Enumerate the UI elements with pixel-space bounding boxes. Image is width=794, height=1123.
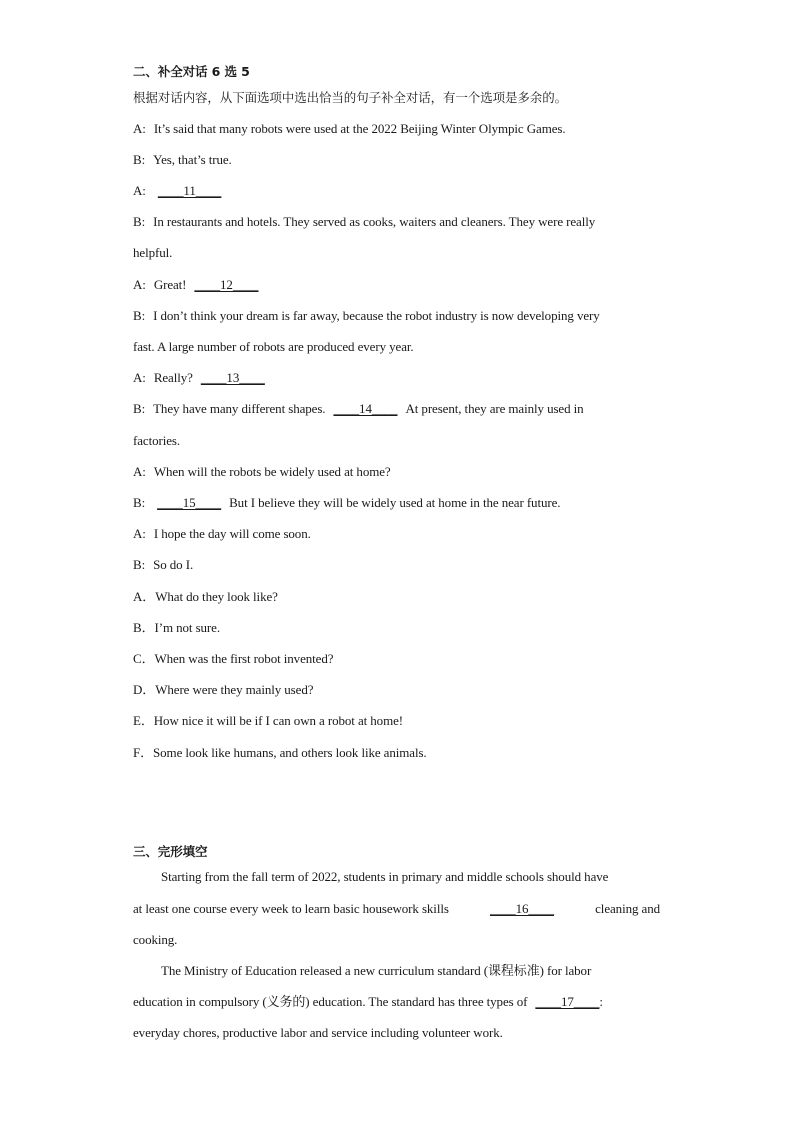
option-e bbox=[133, 713, 403, 729]
answer-blank-14[interactable]: ____14____ bbox=[333, 401, 398, 416]
option-text: Some look like humans, and others look like animals. bbox=[153, 745, 427, 760]
answer-blank-15[interactable]: ____15____ bbox=[157, 495, 222, 510]
speaker-label: B: bbox=[133, 214, 146, 229]
passage-line: Starting from the fall term of 2022, students in primary and middle schools should have bbox=[161, 869, 609, 884]
dialogue-line bbox=[133, 557, 193, 573]
dialogue-text: So do I. bbox=[153, 557, 194, 572]
dialogue-line bbox=[133, 495, 560, 511]
option-text: When was the first robot invented? bbox=[154, 651, 334, 666]
dialogue-text: But I believe they will be widely used at home in the near future. bbox=[229, 495, 561, 510]
dialogue-line bbox=[133, 370, 265, 386]
option-letter: C． bbox=[133, 651, 155, 666]
dialogue-continuation: helpful. bbox=[133, 245, 173, 260]
passage-line: The Ministry of Education released a new curriculum standard (课程标准) for labor bbox=[161, 963, 592, 978]
dialogue-continuation: factories. bbox=[133, 433, 181, 448]
passage-text: at least one course every week to learn basic housework skills bbox=[133, 901, 449, 916]
speaker-label: B: bbox=[133, 308, 146, 323]
dialogue-line bbox=[133, 152, 232, 168]
option-letter: A． bbox=[133, 589, 156, 604]
dialogue-line bbox=[133, 183, 221, 199]
speaker-label: B: bbox=[133, 557, 146, 572]
passage-line: cooking. bbox=[133, 932, 178, 947]
passage-text: cleaning and bbox=[595, 901, 660, 916]
dialogue-text: At present, they are mainly used in bbox=[405, 401, 584, 416]
dialogue-text: Really? bbox=[153, 370, 193, 385]
dialogue-line bbox=[133, 214, 595, 230]
speaker-label: B: bbox=[133, 495, 146, 510]
dialogue-line bbox=[133, 277, 258, 293]
dialogue-line bbox=[133, 121, 566, 137]
speaker-label: A: bbox=[133, 370, 146, 385]
dialogue-line bbox=[133, 308, 600, 324]
speaker-label: B: bbox=[133, 401, 146, 416]
option-text: What do they look like? bbox=[155, 589, 278, 604]
answer-blank-11[interactable]: ____11____ bbox=[157, 183, 222, 198]
dialogue-text: They have many different shapes. bbox=[153, 401, 326, 416]
speaker-label: A: bbox=[133, 183, 146, 198]
dialogue-text: In restaurants and hotels. They served as cooks, waiters and cleaners. They were really bbox=[153, 214, 596, 229]
speaker-label: A: bbox=[133, 277, 146, 292]
section2-instruction: 根据对话内容，从下面选项中选出恰当的句子补全对话，有一个选项是多余的。 bbox=[133, 90, 568, 105]
speaker-label: A: bbox=[133, 526, 146, 541]
option-letter: B． bbox=[133, 620, 155, 635]
dialogue-text: It’s said that many robots were used at the 2022 Beijing Winter Olympic Games. bbox=[153, 121, 566, 136]
speaker-label: A: bbox=[133, 121, 146, 136]
section2-heading: 二、补全对话 6 选 5 bbox=[133, 64, 250, 79]
option-d bbox=[133, 682, 313, 698]
dialogue-line bbox=[133, 464, 391, 480]
dialogue-continuation: fast. A large number of robots are produced every year. bbox=[133, 339, 414, 354]
option-a bbox=[133, 589, 278, 605]
option-f bbox=[133, 745, 427, 761]
option-letter: E． bbox=[133, 713, 154, 728]
option-letter: D． bbox=[133, 682, 156, 697]
option-b bbox=[133, 620, 220, 636]
dialogue-text: I don’t think your dream is far away, because the robot industry is now developing very bbox=[153, 308, 600, 323]
dialogue-text: Yes, that’s true. bbox=[153, 152, 232, 167]
option-letter: F． bbox=[133, 745, 154, 760]
dialogue-text: Great! bbox=[153, 277, 187, 292]
speaker-label: B: bbox=[133, 152, 146, 167]
passage-line: everyday chores, productive labor and service including volunteer work. bbox=[133, 1025, 503, 1040]
dialogue-line bbox=[133, 526, 311, 542]
passage-text: education in compulsory (义务的) education. The standard has three types of bbox=[133, 994, 528, 1009]
option-text: How nice it will be if I can own a robot at home! bbox=[153, 713, 403, 728]
passage-line bbox=[133, 994, 603, 1010]
passage-line bbox=[133, 901, 660, 917]
answer-blank-17[interactable]: ____17____ bbox=[535, 994, 600, 1009]
section3-heading: 三、完形填空 bbox=[133, 844, 208, 859]
speaker-label: A: bbox=[133, 464, 146, 479]
answer-blank-12[interactable]: ____12____ bbox=[194, 277, 259, 292]
option-text: Where were they mainly used? bbox=[155, 682, 314, 697]
answer-blank-16[interactable]: ____16____ bbox=[489, 901, 554, 916]
passage-text: : bbox=[599, 994, 603, 1009]
option-c bbox=[133, 651, 333, 667]
dialogue-text: I hope the day will come soon. bbox=[153, 526, 311, 541]
answer-blank-13[interactable]: ____13____ bbox=[200, 370, 265, 385]
option-text: I’m not sure. bbox=[154, 620, 220, 635]
dialogue-text: When will the robots be widely used at home? bbox=[153, 464, 391, 479]
dialogue-line bbox=[133, 401, 584, 417]
